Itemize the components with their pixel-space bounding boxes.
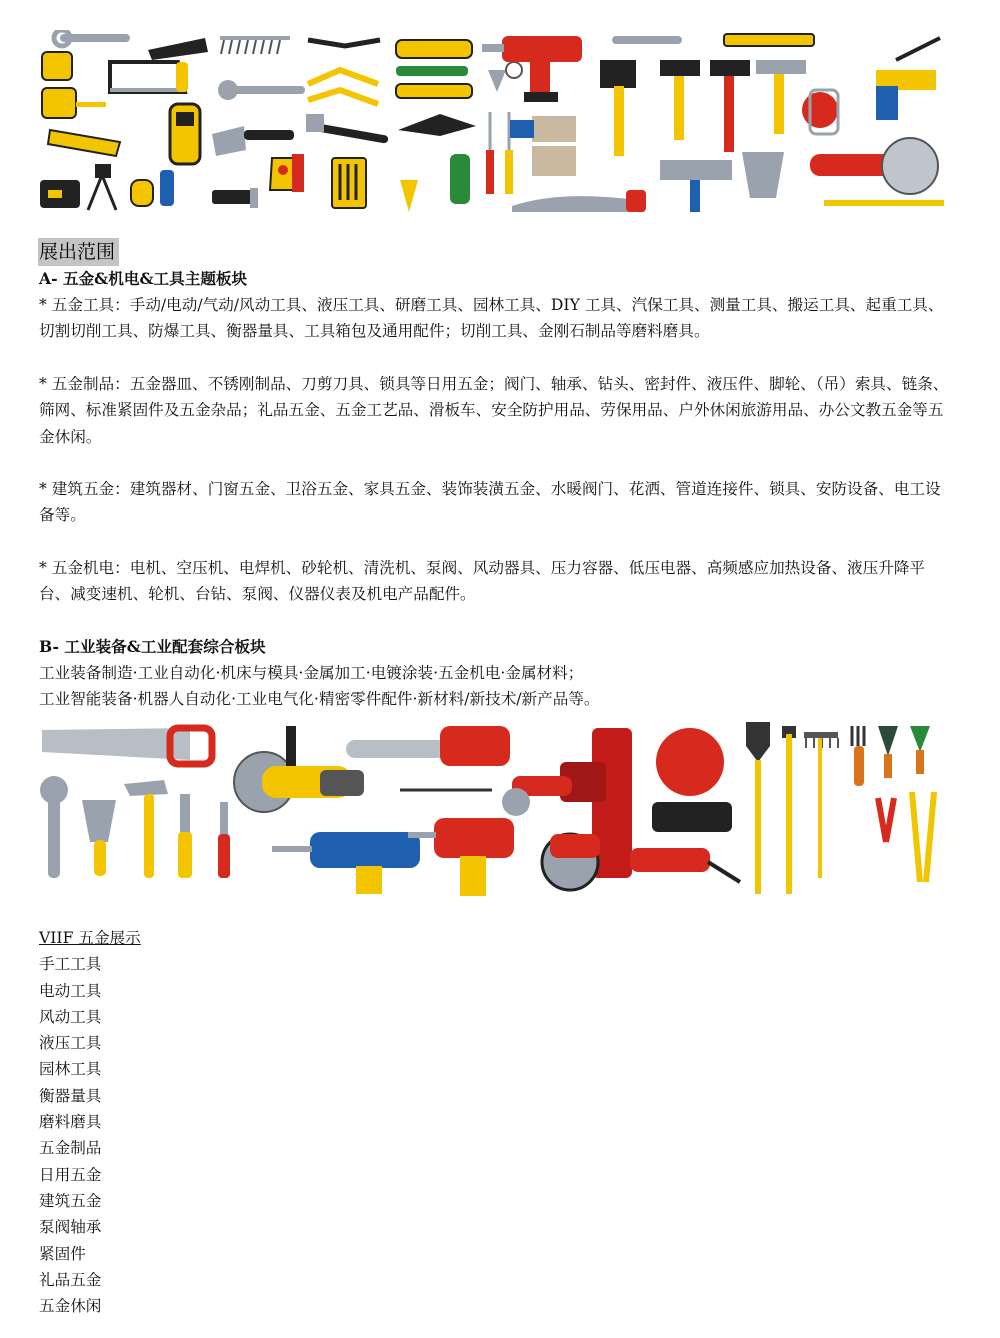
scraper-2-icon: [660, 152, 784, 212]
adjustable-wrench-icon: [218, 80, 305, 100]
hacksaw-icon: [110, 62, 188, 92]
block-b-body: [39, 660, 954, 713]
adjustable-wrench-icon: [40, 776, 68, 878]
list-item: 衡器量具: [39, 1086, 102, 1105]
circular-saw-icon: [542, 834, 600, 890]
putty-knife-icon: [212, 126, 294, 156]
garden-trowel-icon: [878, 726, 930, 778]
chalk-bottle-icon: [131, 170, 174, 206]
list-item: 泵阀轴承: [39, 1218, 102, 1237]
block-a-paragraph: * 五金制品：五金器皿、不锈刚制品、刀剪刀具、锁具等日用五金；阀门、轴承、钻头、密封件、液压件、脚轮、（吊）索具、链条、筛网、标准紧固件及五金杂品；礼品五金、五金工艺品、滑板车、安全防护用品、劳保用品、户外休闲旅游用品、办公文教五金等五金休闲。: [39, 375, 949, 446]
scraper-icon: [148, 38, 208, 60]
nails-row-icon: [220, 36, 290, 54]
paint-brushes-icon: [510, 116, 576, 176]
block-b-line: 工业装备制造·工业自动化·机床与模具·金属加工·电镀涂装·五金机电·金属材料；: [39, 664, 584, 682]
list-item: 紧固件: [39, 1244, 86, 1263]
list-item: 日用五金: [39, 1165, 102, 1184]
pliers-icon: [308, 40, 380, 104]
hoe-icon: [782, 726, 796, 894]
tripod-icon: [88, 164, 116, 210]
sledge-hammer-icon: [660, 60, 750, 152]
bottom-tools-banner: [40, 722, 948, 898]
tools-illustration: [40, 30, 948, 212]
list-item: 五金制品: [39, 1139, 102, 1158]
shovel-icon: [746, 722, 770, 894]
red-drill-icon: [408, 818, 514, 896]
hammer-icon: [124, 780, 168, 878]
stapler-icon: [212, 188, 258, 208]
stud-finder-icon: [170, 104, 200, 164]
tape-measure-red-icon: [802, 90, 838, 134]
laser-level-icon: [270, 154, 304, 192]
wrench-2-icon: [612, 36, 682, 44]
hand-saw-icon: [512, 190, 646, 212]
claw-hammer-icon: [306, 114, 389, 144]
list-item: 建筑五金: [39, 1191, 102, 1210]
pruning-shears-icon: [878, 792, 934, 882]
putty-knife-icon: [82, 800, 116, 876]
drill-bits-icon: [332, 158, 366, 208]
hand-saw-icon: [42, 728, 212, 764]
plumb-bob-icon: [400, 180, 418, 212]
yellow-utility-knives-icon: [396, 40, 472, 98]
angle-grinder-icon: [810, 138, 944, 206]
power-tools-illustration: [40, 722, 948, 898]
top-tools-banner: [40, 30, 948, 212]
cordless-drill-icon: [482, 36, 582, 102]
block-a-paragraph: * 五金工具：手动/电动/气动/风动工具、液压工具、研磨工具、园林工具、DIY 工具、汽保工具、测量工具、搬运工具、起重工具、切割切削工具、防爆工具、衡器量具、工具箱包及通用配件；切削工具、金刚石制品等磨料磨具。: [39, 296, 944, 341]
list-item: 礼品五金: [39, 1270, 102, 1289]
angle-grinder-icon: [234, 726, 364, 812]
block-a-title: A- 五金&机电&工具主题板块: [39, 269, 248, 288]
section-heading: 展出范围: [38, 238, 119, 266]
block-a-paragraph: * 五金机电：电机、空压机、电焊机、砂轮机、清洗机、泵阀、风动器具、压力容器、低压电器、高频感应加热设备、液压升降平台、减变速机、轮机、台钻、泵阀、仪器仪表及机电产品配件。: [39, 559, 926, 604]
list-item: 磨料磨具: [39, 1113, 102, 1132]
cut-off-saw-icon: [652, 728, 732, 832]
list-item: 园林工具: [39, 1060, 102, 1079]
jackhammer-icon: [630, 848, 740, 882]
angle-grinder-small-icon: [502, 776, 572, 816]
hammer-2-icon: [756, 60, 806, 134]
list-item: 五金休闲: [39, 1297, 102, 1316]
staple-gun-icon: [876, 38, 940, 120]
screwdrivers-icon: [486, 112, 513, 194]
list-item: 手工工具: [39, 955, 102, 974]
block-b-title: B- 工业装备&工业配套综合板块: [39, 637, 266, 656]
list-item: 液压工具: [39, 1034, 102, 1053]
plumb-line-icon: [488, 62, 522, 92]
list-item: 风动工具: [39, 1007, 102, 1026]
viif-list: [39, 951, 141, 1319]
viif-section: [39, 925, 141, 1319]
garden-fork-icon: [852, 726, 864, 786]
wrench-icon: [54, 30, 130, 46]
utility-knife-icon: [48, 130, 120, 156]
axe-icon: [600, 60, 636, 156]
chainsaw-icon: [346, 726, 510, 766]
chisels-icon: [178, 794, 230, 878]
tape-measure-icon: [42, 52, 106, 118]
block-b-line: 工业智能装备·机器人自动化·工业电气化·精密零件配件·新材料/新技术/新产品等。: [39, 690, 600, 709]
level-icon: [40, 180, 80, 208]
list-item: 电动工具: [39, 981, 102, 1000]
yellow-level-icon: [724, 34, 814, 46]
block-a-paragraph: * 建筑五金：建筑器材、门窗五金、卫浴五金、家具五金、装饰装潢五金、水暖阀门、花洒、管道连接件、锁具、安防设备、电工设备等。: [39, 480, 941, 525]
rake-icon: [804, 732, 838, 878]
viif-title: VIIF 五金展示: [39, 929, 141, 947]
blue-drill-icon: [272, 832, 420, 894]
